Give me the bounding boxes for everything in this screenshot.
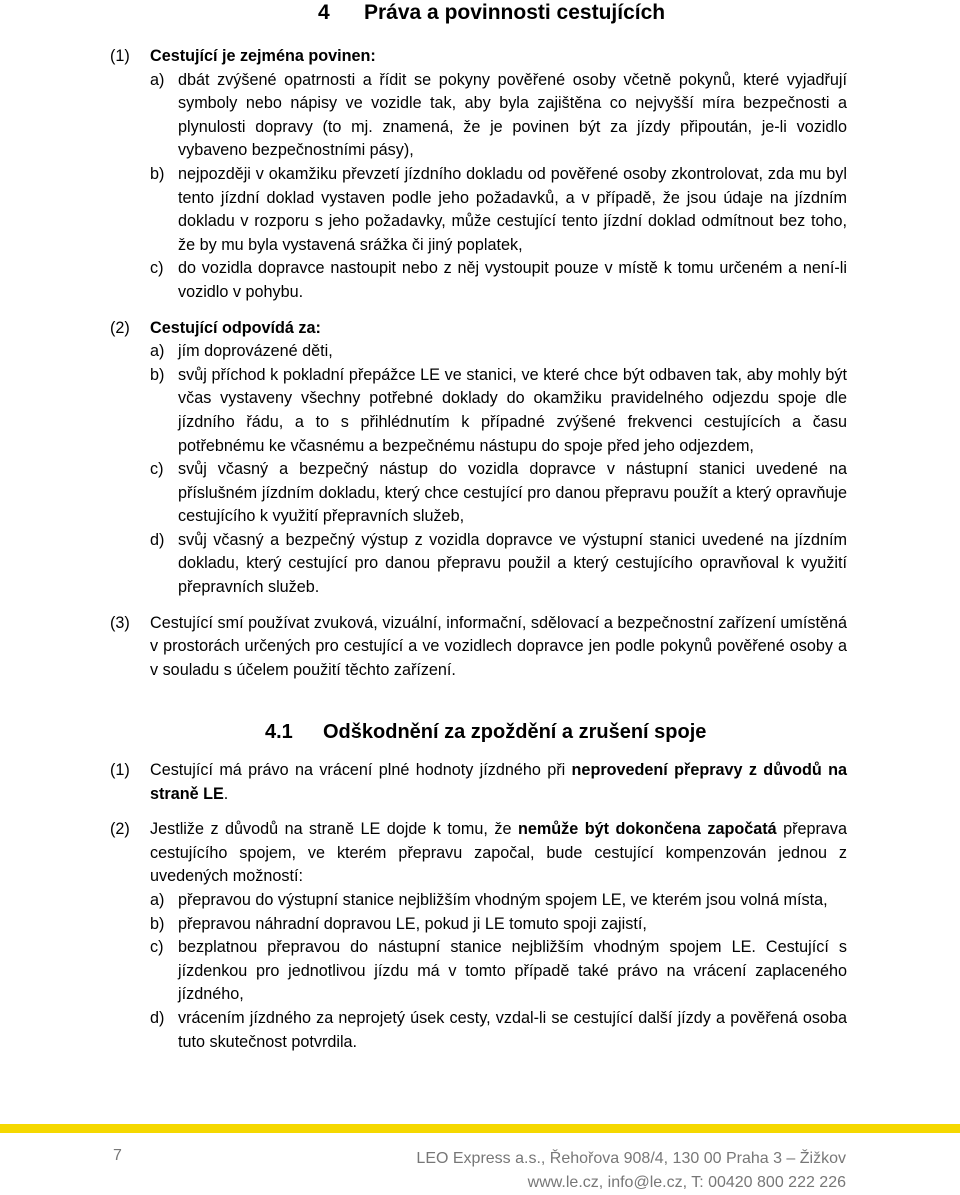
sub-paragraph-2 [110, 818, 847, 1054]
section-title: Práva a povinnosti cestujících [364, 1, 666, 24]
paragraph-number: (2) [110, 318, 130, 337]
footer-accent-bar [0, 1124, 960, 1133]
obligations-block [110, 45, 847, 682]
paragraph-number: (3) [110, 613, 130, 632]
list-item: d) svůj včasný a bezpečný výstup z vozidla dopravce ve výstupní stanici uvedené na jízdním dokladu, který cestující pro danou přepravu použil a který cestujícího opravňoval k využití přepravních služeb. [150, 530, 847, 597]
paragraph-number: (2) [110, 820, 130, 839]
sub-paragraph-1 [110, 759, 847, 806]
paragraph-2 [110, 317, 847, 600]
contact-line: www.le.cz, info@le.cz, T: 00420 800 222 226 [527, 1174, 846, 1191]
subsection-title: Odškodnění za zpoždění a zrušení spoje [323, 721, 707, 743]
company-address [416, 1147, 846, 1195]
list-item: c) svůj včasný a bezpečný nástup do vozidla dopravce v nástupní stanici uvedené na příslušném jízdním dokladu, který chce cestující pro danou přepravu použít a který opravňuje cestujícího k využití přepravních služeb, [150, 460, 847, 526]
list-item: b) nejpozději v okamžiku převzetí jízdního dokladu od pověřené osoby zkontrolovat, zda mu byl tento jízdní doklad vystaven podle jeho požadavků, a v případě, že jsou údaje na jízdním dokladu v rozporu s jeho požadavky, může cestující tento jízdní doklad odmítnout bez toho, že by mu byla vystavená srážka či jiný poplatek, [150, 164, 847, 254]
paragraph-text: Cestující smí používat zvuková, vizuální, informační, sdělovací a bezpečnostní zařízení umístěná v prostorách určených pro cestující a ve vozidlech dopravce jen podle pokynů pověřené osoby a v souladu s účelem použití těchto zařízení. [150, 613, 847, 679]
list-item: b) svůj příchod k pokladní přepážce LE ve stanici, ve které chce být odbaven tak, aby mohly být včas vystaveny všechny potřebné doklady do okamžiku pravidelného odjezdu spoje dle jízdního řádu, a to s přihlédnutím k případné zvýšené frekvenci cestujících a času potřebnému ke včasnému a bezpečnému nástupu do spoje před jeho odjezdem, [150, 365, 847, 455]
address-line: LEO Express a.s., Řehořova 908/4, 130 00 Praha 3 – Žižkov [416, 1150, 846, 1167]
list-item: c) bezplatnou přepravou do nástupní stanice nejbližším vhodným spojem LE. Cestující s jízdenkou pro jednotlivou jízdu má v tomto případě také právo na vrácení zaplaceného jízdného, [150, 938, 847, 1004]
section-number: 4 [318, 1, 330, 24]
paragraph-number: (1) [110, 761, 130, 779]
list-item: c) do vozidla dopravce nastoupit nebo z něj vystoupit pouze v místě k tomu určeném a není-li vozidlo v pohybu. [150, 259, 847, 301]
subsection-number: 4.1 [265, 721, 293, 743]
page-number: 7 [113, 1147, 122, 1164]
paragraph-3 [110, 612, 847, 683]
section-heading [318, 0, 665, 26]
list-item: b) přepravou náhradní dopravou LE, pokud ji LE tomuto spoji zajistí, [150, 914, 647, 933]
list-item: a) jím doprovázené děti, [150, 342, 333, 361]
paragraph-heading: Cestující odpovídá za: [150, 318, 321, 337]
paragraph-1 [110, 45, 847, 305]
list-item: a) přepravou do výstupní stanice nejbližším vhodným spojem LE, ve kterém jsou volná místa, [150, 890, 828, 909]
subsection-heading [265, 719, 706, 745]
list-item: d) vrácením jízdného za neprojetý úsek cesty, vzdal-li se cestující další jízdy a pověřená osoba tuto skutečnost potvrdila. [150, 1008, 847, 1051]
paragraph-text: Jestliže z důvodů na straně LE dojde k tomu, že nemůže být dokončena započatá přeprava cestujícího spojem, ve kterém přepravu započal, bude cestující kompenzován jednou z uvedených možností: [150, 820, 847, 886]
paragraph-heading: Cestující je zejména povinen: [150, 47, 376, 65]
list-item: a) dbát zvýšené opatrnosti a řídit se pokyny pověřené osoby včetně pokynů, které vyjadřují symboly nebo nápisy ve vozidle tak, aby byla zajištěna co nejvyšší míra bezpečnosti a plynulosti dopravy (to mj. znamená, že je povinen být za jízdy připoután, je-li vozidlo vybaveno bezpečnostními pásy), [150, 70, 847, 160]
compensation-block [110, 759, 847, 1054]
paragraph-number: (1) [110, 47, 130, 65]
paragraph-text: Cestující má právo na vrácení plné hodnoty jízdného při neprovedení přepravy z důvodů na straně LE. [150, 761, 847, 803]
